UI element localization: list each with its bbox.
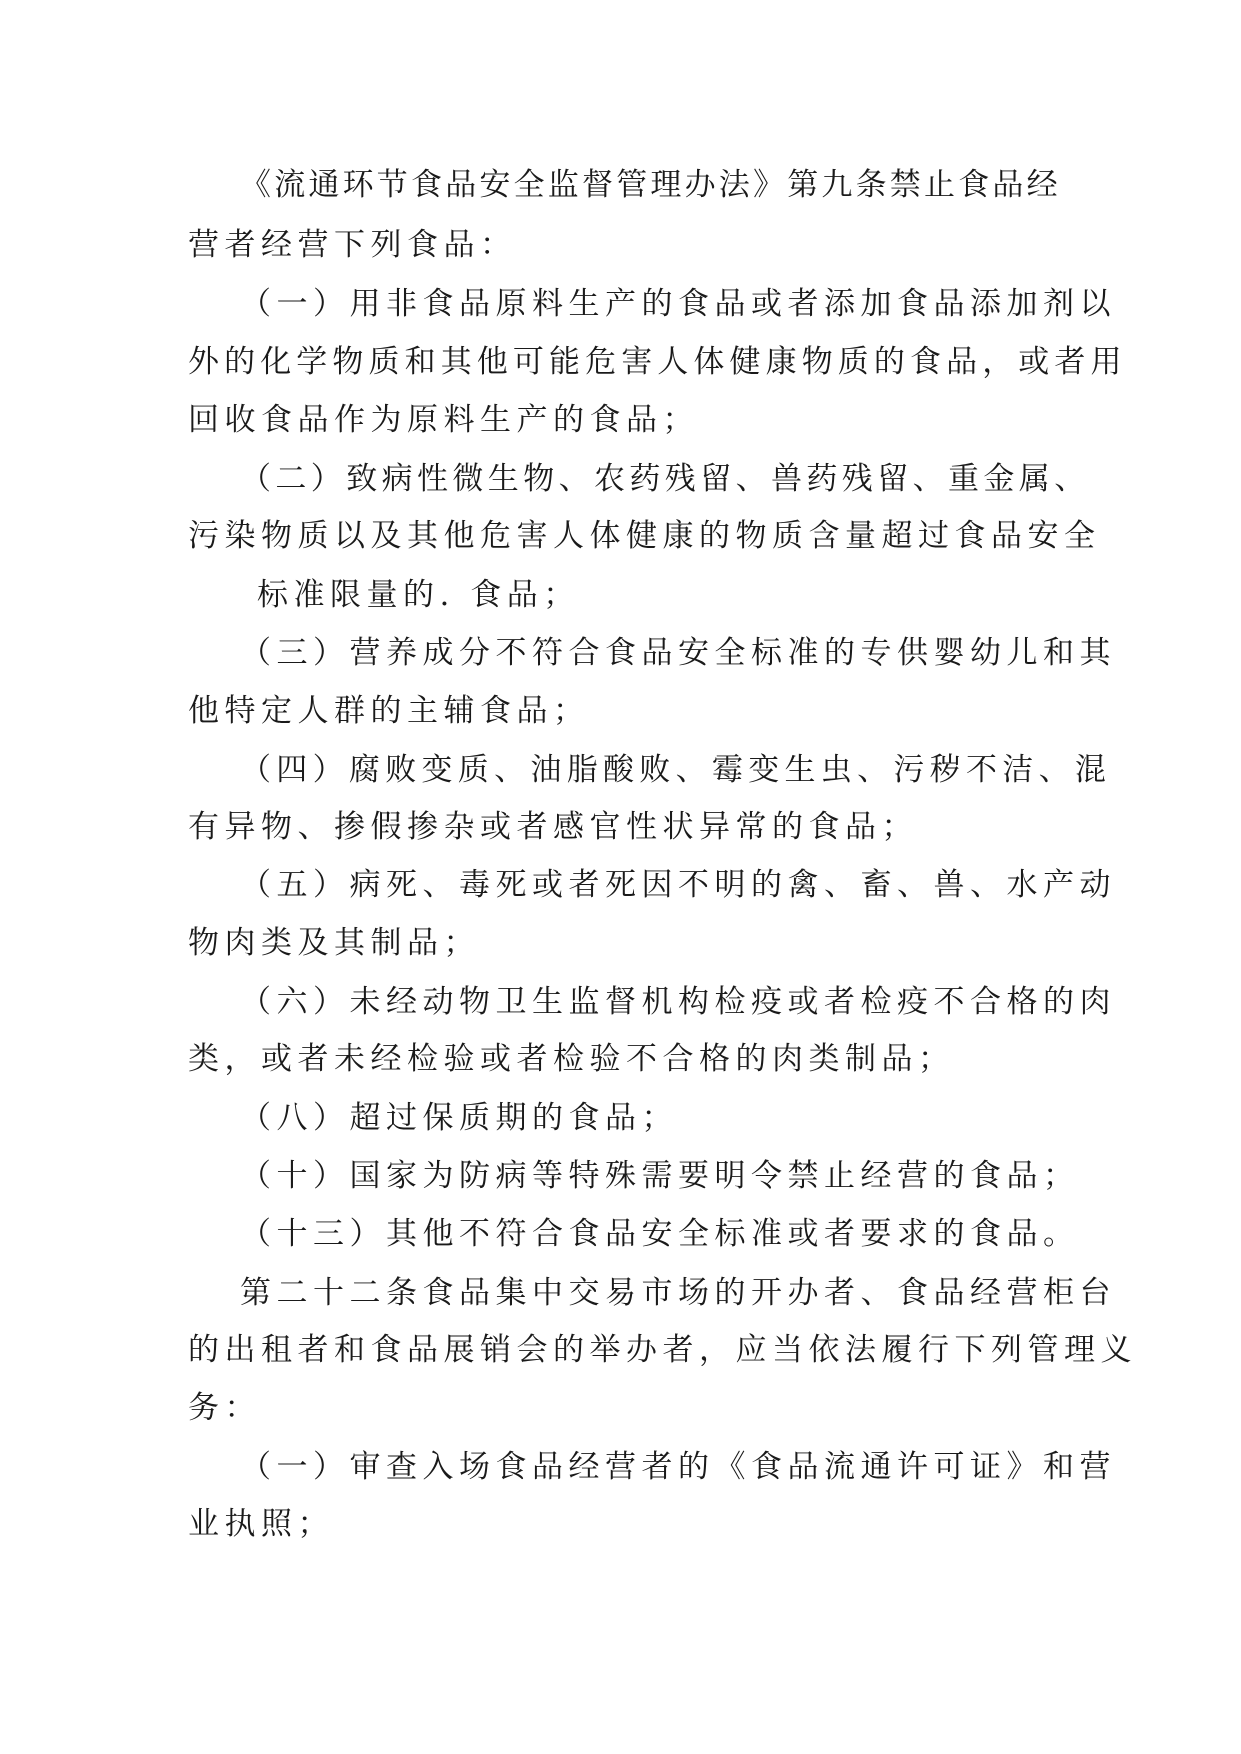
text-line: （十）国家为防病等特殊需要明令禁止经营的食品； [240, 1158, 1080, 1194]
text-line: 的出租者和食品展销会的举办者，应当依法履行下列管理义 [188, 1332, 1137, 1368]
text-line: 外的化学物质和其他可能危害人体健康物质的食品，或者用 [188, 344, 1127, 380]
text-line: 他特定人群的主辅食品； [188, 693, 590, 729]
text-line: （一）用非食品原料生产的食品或者添加食品添加剂以 [240, 286, 1116, 322]
text-line: 业执照； [188, 1506, 334, 1542]
text-line: （三）营养成分不符合食品安全标准的专供婴幼儿和其 [240, 635, 1116, 671]
text-line: （一）审查入场食品经营者的《食品流通许可证》和营 [240, 1449, 1116, 1485]
text-line: 物肉类及其制品； [188, 925, 480, 961]
text-line: （八）超过保质期的食品； [240, 1100, 678, 1136]
text-line: 务： [188, 1390, 261, 1426]
text-line: （五）病死、毒死或者死因不明的禽、畜、兽、水产动 [240, 867, 1116, 903]
text-line: （二）致病性微生物、农药残留、兽药残留、重金属、 [240, 461, 1090, 497]
text-line: 有异物、掺假掺杂或者感官性状异常的食品； [188, 809, 918, 845]
text-line: 标准限量的. 食品； [257, 577, 580, 613]
text-line: （六）未经动物卫生监督机构检疫或者检疫不合格的肉 [240, 984, 1116, 1020]
text-line: 第二十二条食品集中交易市场的开办者、食品经营柜台 [240, 1275, 1116, 1311]
text-line: （四）腐败变质、油脂酸败、霉变生虫、污秽不洁、混 [240, 752, 1112, 788]
text-line: 《流通环节食品安全监督管理办法》第九条禁止食品经 [240, 167, 1061, 203]
text-line: （十三）其他不符合食品安全标准或者要求的食品。 [240, 1216, 1080, 1252]
text-line: 污染物质以及其他危害人体健康的物质含量超过食品安全 [188, 518, 1101, 554]
text-line: 营者经营下列食品： [188, 227, 517, 263]
text-line: 类，或者未经检验或者检验不合格的肉类制品； [188, 1041, 955, 1077]
text-line: 回收食品作为原料生产的食品； [188, 402, 699, 438]
